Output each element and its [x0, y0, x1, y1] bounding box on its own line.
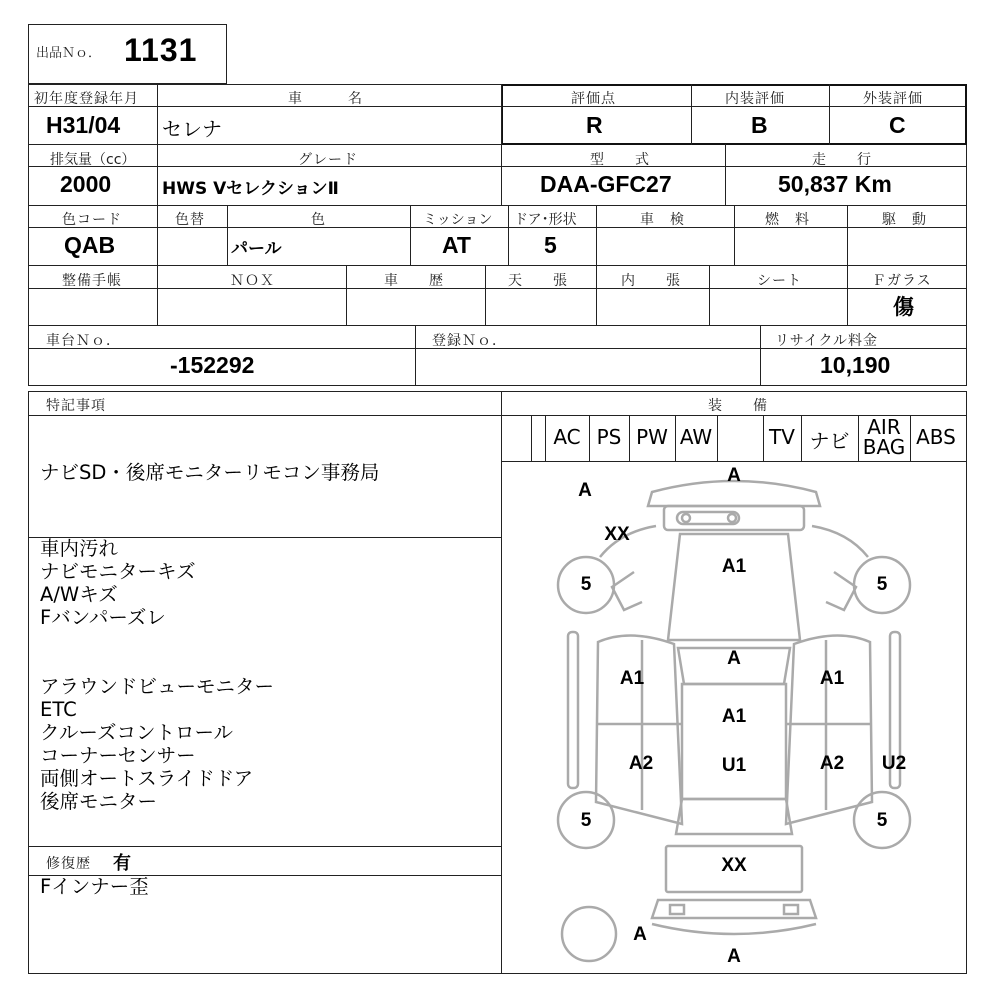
condition-note: A/Wキズ [40, 583, 118, 606]
mark-tire-front-left: 5 [580, 574, 592, 595]
option-note: コーナーセンサー [40, 744, 196, 767]
left-body-side [596, 635, 682, 824]
fuel-label: 燃 料 [765, 212, 810, 228]
mark-left-front-door: A1 [619, 668, 645, 689]
registration-date-value: H31/04 [46, 112, 121, 138]
mark-tire-rear-left: 5 [580, 810, 592, 831]
exterior-grade-value: C [889, 112, 906, 138]
option-note: 両側オートスライドドア [40, 767, 254, 790]
displacement-value: 2000 [60, 171, 112, 197]
score-label: 評価点 [571, 91, 616, 107]
color-label: 色 [311, 212, 326, 228]
registration-number-label: 登録Ｎｏ． [432, 333, 507, 349]
mark-left-rear-door: A2 [628, 753, 654, 774]
car-name-label: 車 名 [288, 91, 363, 107]
notes-main: ナビSD・後席モニターリモコン事務局 [40, 461, 380, 484]
interior-trim-label: 内 張 [621, 273, 681, 289]
color-code-label: 色コード [62, 212, 122, 228]
lot-number-label: 出品Ｎｏ． [36, 46, 102, 61]
mark-right-rear-door: A2 [819, 753, 845, 774]
condition-note: ナビモニターキズ [40, 560, 196, 583]
car-name-value: セレナ [162, 117, 222, 141]
service-book-label: 整備手帳 [62, 273, 122, 289]
mission-label: ミッション [423, 212, 493, 228]
grade-value: HWS VセレクションⅡ [162, 179, 339, 199]
recycle-fee-label: リサイクル料金 [775, 333, 879, 349]
model-code-label: 型 式 [590, 152, 650, 168]
mark-roof: A1 [721, 706, 747, 727]
door-shape-value: 5 [544, 232, 557, 258]
mark-front-bumper: A [727, 465, 741, 486]
front-glass-value: 傷 [893, 295, 914, 319]
mark-rear-bumper-left: A [633, 924, 647, 945]
lot-number-value: 1131 [124, 32, 198, 68]
front-grille-shape [664, 506, 804, 530]
equipment-abs: ABS [916, 425, 956, 449]
mark-windshield: A1 [721, 556, 747, 577]
hood-shape [668, 534, 800, 640]
option-note: ETC [40, 698, 77, 721]
roof-rear-shape [676, 799, 792, 834]
mark-front-left-corner: A [578, 480, 592, 501]
inspection-label: 車 検 [640, 212, 685, 228]
seat-label: シート [757, 273, 802, 289]
mark-hood: XX [604, 524, 630, 545]
equipment-tv: TV [769, 425, 795, 449]
rear-bumper-shape [652, 900, 816, 918]
option-note: アラウンドビューモニター [40, 675, 275, 698]
equipment-aw: AW [679, 425, 713, 449]
registration-date-label: 初年度登録年月 [34, 91, 139, 107]
mark-tire-rear-right: 5 [876, 810, 888, 831]
equipment-airbag [858, 417, 910, 457]
spare-tire [562, 907, 616, 961]
mark-tire-front-right: 5 [876, 574, 888, 595]
mark-tailgate: XX [721, 855, 747, 876]
condition-note: 車内汚れ [40, 537, 119, 560]
equipment-navi: ナビ [809, 429, 850, 453]
model-code-value: DAA-GFC27 [540, 171, 672, 197]
recolor-label: 色替 [175, 212, 205, 228]
history-label: 車 歴 [384, 273, 444, 289]
option-note: クルーズコントロール [40, 721, 234, 744]
displacement-label: 排気量（cc） [50, 152, 136, 168]
equipment-ps: PS [596, 425, 622, 449]
grade-label: グレード [298, 152, 358, 168]
color-value: パール [231, 239, 282, 259]
chassis-number-label: 車台Ｎｏ． [46, 333, 121, 349]
mileage-value: 50,837 Km [778, 171, 892, 197]
repair-history-value: 有 [113, 853, 131, 874]
equipment-airbag-line1: AIR [867, 415, 901, 439]
exterior-grade-label: 外装評価 [863, 91, 923, 107]
interior-grade-label: 内装評価 [725, 91, 785, 107]
equipment-pw: PW [636, 425, 668, 449]
chassis-number-value: -152292 [170, 352, 255, 378]
mark-right-front-door: A1 [819, 668, 845, 689]
repair-detail: Fインナー歪 [40, 875, 149, 898]
equipment-label: 装 備 [708, 398, 768, 414]
equipment-airbag-line2: BAG [862, 435, 906, 459]
option-note: 後席モニター [40, 790, 158, 813]
nox-label: ＮＯＸ [230, 273, 275, 289]
door-shape-label: ドア･形状 [514, 212, 577, 228]
score-value: R [586, 112, 603, 138]
mark-roof-rear: U1 [721, 755, 747, 776]
mark-roof-front: A [727, 648, 741, 669]
mark-rear-bumper: A [727, 946, 741, 967]
right-body-side [786, 635, 872, 824]
recycle-fee-value: 10,190 [820, 352, 891, 378]
color-code-value: QAB [64, 232, 116, 258]
condition-note: Fバンパーズレ [40, 606, 166, 629]
mileage-label: 走 行 [812, 152, 872, 168]
repair-history-label: 修復歴 [46, 856, 91, 872]
drive-label: 駆 動 [882, 212, 927, 228]
roof-shape [682, 684, 786, 799]
mission-value: AT [442, 232, 471, 258]
interior-grade-value: B [751, 112, 768, 138]
front-glass-label: Ｆガラス [872, 273, 932, 289]
equipment-ac: AC [553, 425, 581, 449]
roof-lining-label: 天 張 [508, 273, 568, 289]
notes-label: 特記事項 [46, 398, 106, 414]
mark-right-rear-side: U2 [881, 753, 907, 774]
